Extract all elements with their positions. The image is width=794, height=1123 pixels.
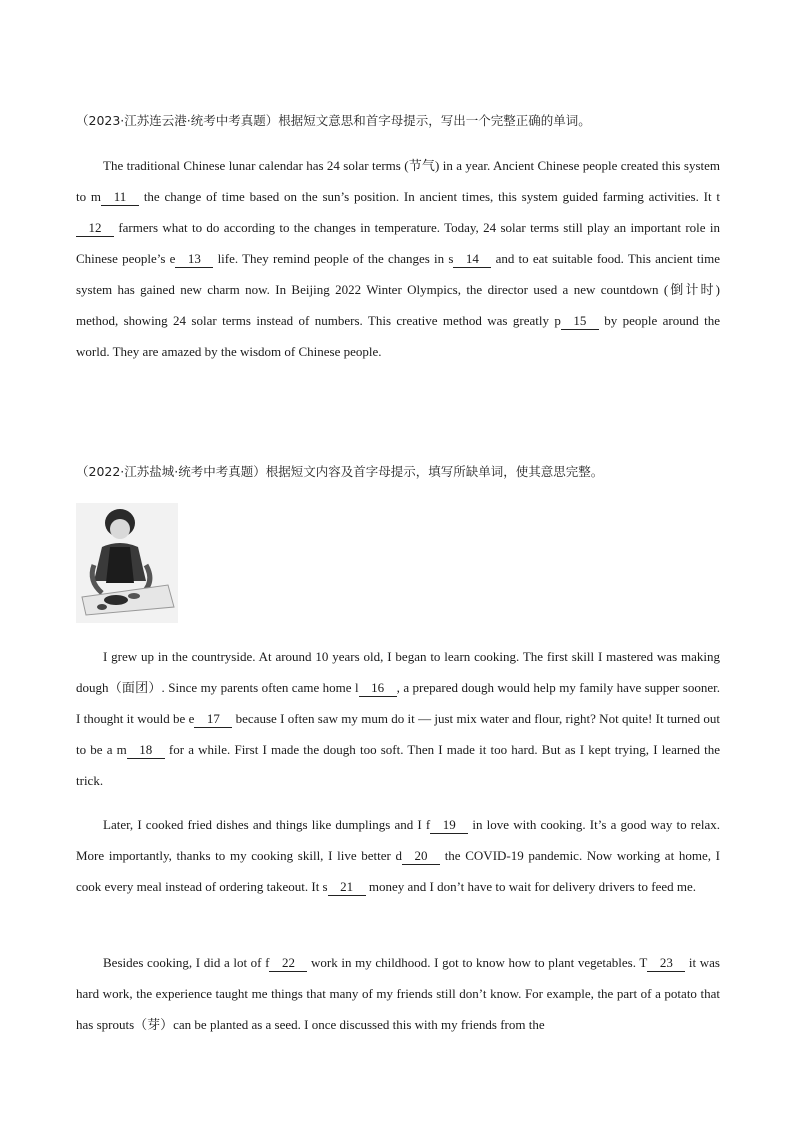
passage-text: money and I don’t have to wait for delivery drivers to feed me. <box>365 879 697 894</box>
blank-15[interactable]: 15 <box>561 313 599 330</box>
passage-text: in love with cooking. It’s a good way to relax. More importantly, thanks to my cooking skill, I live better d <box>76 817 720 863</box>
blank-16[interactable]: 16 <box>359 680 397 697</box>
blank-11[interactable]: 11 <box>101 189 139 206</box>
blank-22[interactable]: 22 <box>269 955 307 972</box>
passage-text: the COVID-19 pandemic. Now working at home, I cook every meal instead of ordering takeout. It s <box>76 848 720 894</box>
section2-heading: （2022·江苏盐城·统考中考真题）根据短文内容及首字母提示，填写所缺单词，使其意思完整。 <box>76 464 604 479</box>
passage-text: it was hard work, the experience taught me things that many of my friends still don’t know. For example, the part of a potato that has sprouts（芽）can be planted as a seed. I once discussed this with my friends from the <box>76 955 720 1032</box>
passage-text: the change of time based on the sun’s position. In ancient times, this system guided farming activities. It t <box>139 189 721 204</box>
blank-23[interactable]: 23 <box>647 955 685 972</box>
passage-text: I grew up in the countryside. At around 10 years old, I began to learn cooking. The first skill I mastered was making dough（面团）. Since my parents often came home l <box>76 649 720 695</box>
blank-14[interactable]: 14 <box>453 251 491 268</box>
section2-paragraph-1 <box>76 641 720 796</box>
section1-heading: （2023·江苏连云港·统考中考真题）根据短文意思和首字母提示，写出一个完整正确的单词。 <box>76 113 591 128</box>
blank-12[interactable]: 12 <box>76 220 114 237</box>
passage-text: by people around the world. They are amazed by the wisdom of Chinese people. <box>76 313 720 359</box>
section2-paragraph-2 <box>76 809 720 902</box>
passage-text: , a prepared dough would help my family have supper sooner. I thought it would be e <box>76 680 720 726</box>
passage-text: and to eat suitable food. This ancient time system has gained new charm now. In Beijing 2022 Winter Olympics, the director used a new countdown (倒计时) method, showing 24 solar terms instead of numbers. This creative method was greatly p <box>76 251 720 328</box>
passage-text: The traditional Chinese lunar calendar has 24 solar terms (节气) in a year. Ancient Chinese people created this system to m <box>76 158 720 204</box>
passage-text: work in my childhood. I got to know how to plant vegetables. T <box>307 955 648 970</box>
passage-text: for a while. First I made the dough too soft. Then I made it too hard. But as I kept trying, I learned the trick. <box>76 742 720 788</box>
blank-21[interactable]: 21 <box>328 879 366 896</box>
blank-17[interactable]: 17 <box>194 711 232 728</box>
blank-18[interactable]: 18 <box>127 742 165 759</box>
passage-text: Later, I cooked fried dishes and things like dumplings and I f <box>103 817 431 832</box>
passage-text: because I often saw my mum do it — just mix water and flour, right? Not quite! It turned out to be a m <box>76 711 720 757</box>
passage-text: Besides cooking, I did a lot of f <box>103 955 270 970</box>
blank-19[interactable]: 19 <box>430 817 468 834</box>
section2-paragraph-3 <box>76 947 720 1040</box>
blank-13[interactable]: 13 <box>175 251 213 268</box>
blank-20[interactable]: 20 <box>402 848 440 865</box>
passage-text: life. They remind people of the changes in s <box>213 251 454 266</box>
cooking-illustration <box>76 503 178 623</box>
passage-text: farmers what to do according to the changes in temperature. Today, 24 solar terms still play an important role in Chinese people’s e <box>76 220 720 266</box>
section1-passage <box>76 150 720 367</box>
